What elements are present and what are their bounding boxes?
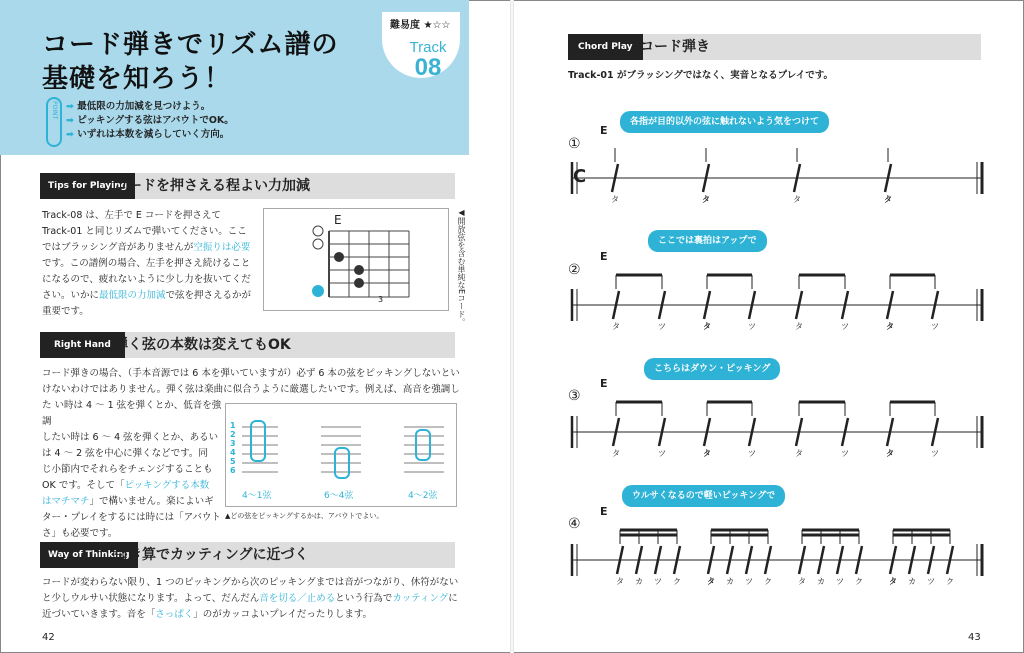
section-label: Tips for Playing xyxy=(40,173,135,199)
highlight-text: ピッキングする本数 xyxy=(124,480,210,491)
track-number: 08 xyxy=(414,54,442,81)
syllable: タ xyxy=(884,195,892,204)
highlight-text: 音を切る／止める xyxy=(259,593,336,604)
page-number-right: 43 xyxy=(968,632,981,643)
syllable: ク xyxy=(764,577,772,586)
highlight-text: 最低限の力加減 xyxy=(99,290,166,301)
difficulty: 難易度 ★☆☆ xyxy=(390,20,451,31)
syllable: タ xyxy=(886,449,894,458)
track-label: Track xyxy=(409,39,447,56)
string-number: 1 xyxy=(230,421,236,430)
syllable: カ xyxy=(726,577,734,586)
text-line: けないわけではありません。弾く弦は楽曲に似合うように厳選したいです。例えば、高音を強調し xyxy=(42,384,460,395)
syllable: タ xyxy=(703,322,711,331)
point-item: ➡ 最低限の力加減を見つけよう。 xyxy=(66,100,234,114)
syllable: タ xyxy=(798,577,806,586)
string-number: 4 xyxy=(230,448,236,457)
section-heading: コードを押さえる程よい力加減 xyxy=(114,178,310,194)
text-line: で弦を押さえるかが xyxy=(165,290,252,301)
title-line-2: 基礎を知ろう！ xyxy=(42,64,232,94)
title-line-1: コード弾きでリズム譜の xyxy=(42,30,339,60)
text-line: ター・プレイをするには時には「アバウト xyxy=(42,512,221,523)
fret-number: 3 xyxy=(378,295,384,304)
chord-caption: ◀開放弦を含む単純なEコード。 xyxy=(457,208,466,327)
text-line: Track-08 は、左手で E コードを押さえて xyxy=(42,210,221,221)
syllable: タ xyxy=(702,195,710,204)
text-line: た い時は 4 ～ 1 弦を弾くとか、低音を強調 xyxy=(42,400,222,427)
syllable: ツ xyxy=(658,449,666,458)
syllable: ツ xyxy=(836,577,844,586)
text-line: ではブラッシング音がありませんが xyxy=(42,242,194,253)
text-line: に xyxy=(448,593,458,604)
section-heading: 引き算でカッティングに近づく xyxy=(114,547,309,563)
syllable: タ xyxy=(707,577,715,586)
example-number: ③ xyxy=(568,388,581,404)
chord-label: E xyxy=(600,124,608,137)
syllable: ツ xyxy=(748,322,756,331)
string-label: 4～2弦 xyxy=(408,491,438,501)
highlight-text: カッティング xyxy=(392,593,449,604)
example-number: ② xyxy=(568,262,581,278)
text-line: 重要です。 xyxy=(42,306,89,317)
syllable: タ xyxy=(612,449,620,458)
syllable: カ xyxy=(817,577,825,586)
string-number: 5 xyxy=(230,457,236,466)
text-line: は 4 ～ 2 弦を中心に弾くなどです。同 xyxy=(42,448,208,459)
text-line: という行為で xyxy=(335,593,393,604)
example-number: ④ xyxy=(568,516,581,532)
text-line: 近づいていきます。音を「 xyxy=(42,609,156,620)
syllable: ツ xyxy=(745,577,753,586)
syllable: タ xyxy=(886,322,894,331)
syllable: タ xyxy=(793,195,801,204)
text-line: 」のがカッコよいプレイだったりします。 xyxy=(193,609,373,620)
text-line: と少しウルサい状態になります。よって、だんだん xyxy=(42,593,260,604)
text-line: OK です。そして「 xyxy=(42,480,125,491)
syllable: タ xyxy=(612,322,620,331)
syllable: タ xyxy=(889,577,897,586)
text-line: したい時は 6 ～ 4 弦を弾くとか、あるい xyxy=(42,432,219,443)
tip-bubble: ここでは裏拍はアップで xyxy=(648,230,767,252)
syllable: ツ xyxy=(927,577,935,586)
page-number-left: 42 xyxy=(42,632,55,643)
example-number: ① xyxy=(568,136,581,152)
syllable: タ xyxy=(611,195,619,204)
section-heading: 弾く弦の本数は変えてもOK xyxy=(114,337,291,353)
text-line: です。この譜例の場合、左手を押さえ続けること xyxy=(42,258,251,269)
syllable: タ xyxy=(616,577,624,586)
tip-bubble: ウルサくなるので軽いピッキングで xyxy=(622,485,785,507)
syllable: ツ xyxy=(931,322,939,331)
syllable: ク xyxy=(946,577,954,586)
syllable: タ xyxy=(703,449,711,458)
highlight-text: 空振りは必要 xyxy=(193,242,251,253)
text-line: コード弾きの場合、（手本音源では 6 本を弾いていますが）必ず 6 本の弦をピッキングしないとい xyxy=(42,368,460,379)
string-number: 6 xyxy=(230,466,236,475)
string-label: 4～1弦 xyxy=(242,491,272,501)
syllable: ツ xyxy=(841,322,849,331)
chord-name: E xyxy=(334,213,342,227)
syllable: ク xyxy=(855,577,863,586)
text-line: コードが変わらない限り、1 つのピッキングから次のピッキングまでは音がつながり、休符がない xyxy=(42,577,459,588)
text-line: さい。いかに xyxy=(42,290,100,301)
text-line: じ小節内でそれらをチェンジすることも xyxy=(42,464,213,475)
section-label: Way of Thinking xyxy=(40,542,138,568)
chord-label: E xyxy=(600,377,608,390)
string-number: 3 xyxy=(230,439,236,448)
highlight-text: さっぱく xyxy=(155,609,194,620)
tip-bubble: こちらはダウン・ピッキング xyxy=(644,358,780,380)
syllable: タ xyxy=(795,322,803,331)
syllable: ツ xyxy=(658,322,666,331)
text-line: Track-01 と同じリズムで弾いてください。ここ xyxy=(42,226,247,237)
intro-text: Track-01 がブラッシングではなく、実音となるプレイです。 xyxy=(568,70,834,81)
syllable: カ xyxy=(908,577,916,586)
chord-label: E xyxy=(600,250,608,263)
text-line: 」で構いません。楽によいギ xyxy=(89,496,214,507)
point-item: ➡ いずれは本数を減らしていく方向。 xyxy=(66,128,234,142)
text-line: さ」も必要です。 xyxy=(42,528,118,539)
section-label: Chord Play xyxy=(568,34,643,60)
syllable: カ xyxy=(635,577,643,586)
point-item: ➡ ピッキングする弦はアバウトでOK。 xyxy=(66,114,234,128)
highlight-text: はマチマチ xyxy=(42,496,90,507)
syllable: ツ xyxy=(748,449,756,458)
string-number: 2 xyxy=(230,430,236,439)
syllable: ツ xyxy=(841,449,849,458)
syllable: タ xyxy=(795,449,803,458)
syllable: ツ xyxy=(654,577,662,586)
section-heading: コード弾き xyxy=(640,39,710,55)
syllable: ク xyxy=(673,577,681,586)
section-label: Right Hand xyxy=(40,332,125,358)
point-label: POINT xyxy=(51,101,58,120)
syllable: ツ xyxy=(931,449,939,458)
string-caption: ▲どの弦をピッキングするかは、アバウトでよい。 xyxy=(225,512,384,520)
text-line: になるので、疲れないように少し力を抜いてくだ xyxy=(42,274,251,285)
string-label: 6～4弦 xyxy=(324,491,354,501)
chord-label: E xyxy=(600,505,608,518)
time-signature: C xyxy=(573,166,587,187)
tip-bubble: 各指が目的以外の弦に触れないよう気をつけて xyxy=(620,111,829,133)
